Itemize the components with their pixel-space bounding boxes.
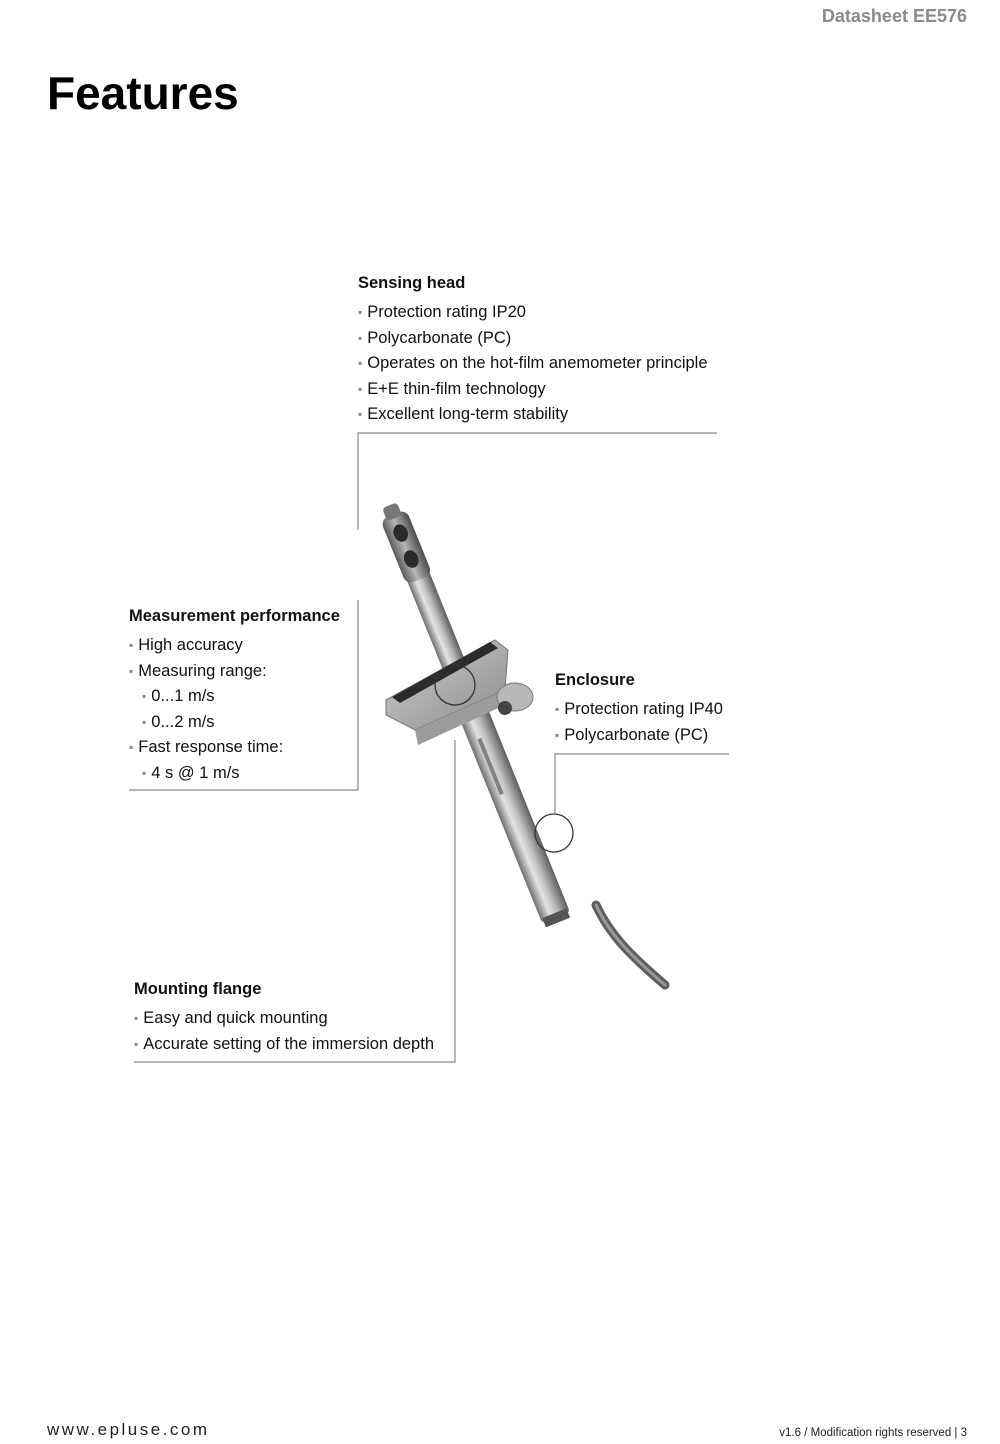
bullet-icon: ▪ [129, 638, 134, 652]
bullet-icon: ▪ [555, 727, 560, 742]
bullet-icon: ▪ [555, 702, 560, 716]
list-item: ▪ Measuring range: [129, 661, 267, 680]
footer-website-link[interactable]: www.epluse.com [47, 1420, 210, 1439]
bullet-icon: ▪ [134, 1036, 139, 1051]
page-title: Features [47, 67, 239, 119]
enclosure-features [555, 671, 723, 748]
list-item: ▪ E+E thin-film technology [358, 379, 546, 398]
list-item: ▪ Easy and quick mounting [134, 1009, 328, 1027]
sensing-head-title: Sensing head [358, 274, 466, 292]
bullet-icon: ▪ [358, 305, 363, 319]
bullet-icon: ▪ [129, 663, 134, 678]
bullet-icon: ▪ [142, 689, 147, 703]
measurement-performance-list [129, 633, 340, 786]
list-item: ▪ High accuracy [129, 636, 243, 654]
mounting-flange-features [134, 980, 434, 1057]
bullet-icon: ▪ [142, 714, 147, 729]
datasheet-title: Datasheet EE576 [821, 6, 967, 26]
list-subitem: ▪ 0...1 m/s [142, 687, 215, 705]
bullet-icon: ▪ [358, 407, 363, 421]
list-item: ▪ Protection rating IP40 [555, 700, 723, 718]
bullet-icon: ▪ [358, 356, 363, 370]
bullet-icon: ▪ [358, 381, 363, 396]
bullet-icon: ▪ [134, 1011, 139, 1025]
list-item: ▪ Polycarbonate (PC) [555, 725, 709, 744]
mounting-flange-list [134, 1006, 434, 1057]
list-item: ▪ Polycarbonate (PC) [358, 328, 512, 347]
list-item: ▪ Operates on the hot-film anemometer principle [358, 354, 708, 372]
sensing-head [380, 509, 432, 584]
footer-version: v1.6 / Modification rights reserved | 3 [779, 1427, 967, 1439]
list-item: ▪ Fast response time: [129, 738, 284, 756]
mounting-flange-title: Mounting flange [134, 980, 262, 998]
measurement-performance-features [129, 607, 340, 786]
bullet-icon: ▪ [129, 740, 134, 754]
list-subitem: ▪ 0...2 m/s [142, 712, 215, 731]
list-item: ▪ Accurate setting of the immersion depth [134, 1034, 434, 1053]
sensing-head-features [358, 274, 708, 428]
enclosure-list [555, 697, 723, 748]
list-subitem: ▪ 4 s @ 1 m/s [142, 763, 240, 782]
list-item: ▪ Excellent long-term stability [358, 405, 569, 423]
bullet-icon: ▪ [142, 765, 147, 780]
bullet-icon: ▪ [358, 330, 363, 345]
sensing-head-list [358, 300, 708, 428]
cable [596, 905, 665, 985]
enclosure-title: Enclosure [555, 671, 635, 689]
enclosure-tube [454, 694, 570, 923]
list-item: ▪ Protection rating IP20 [358, 303, 526, 321]
measurement-performance-title: Measurement performance [129, 607, 340, 625]
